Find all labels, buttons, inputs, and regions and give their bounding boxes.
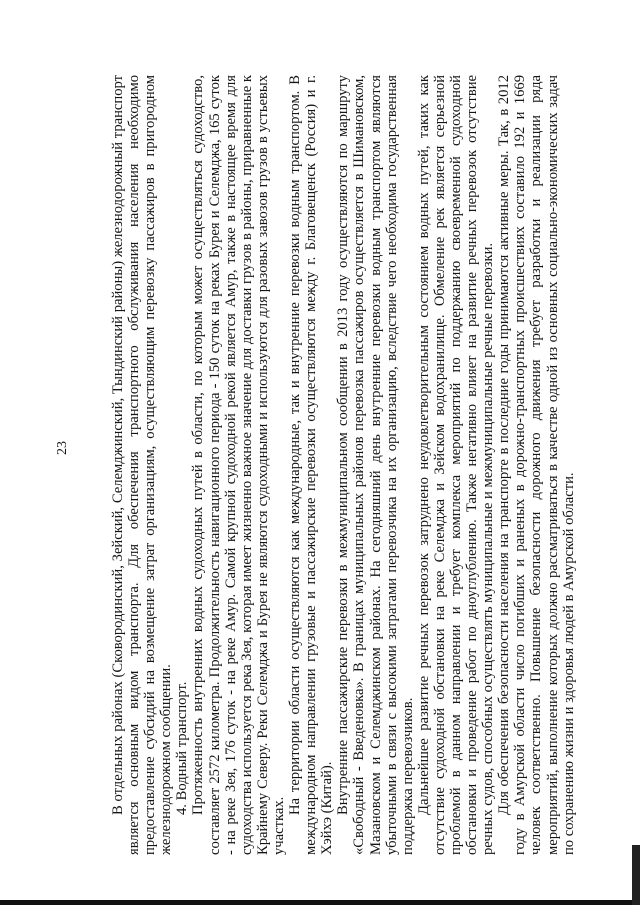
- section-heading-water-transport: 4. Водный транспорт.: [174, 681, 191, 815]
- page-number: 23: [55, 441, 70, 455]
- paragraph-passenger-transport: Внутренние пассажирские перевозки в межмуниципальном сообщении в 2013 году осуществляются по маршруту «Свободный - Введеновка». В границах муниципальных районов перевозка пассажиров осуществляется в Шимановском, Мазановском и Селемджинском районах. На сегодняшний день внутренние перевозки водным транспортом являются убыточными в связи с высокими затратами перевозчика на их организацию, вследствие чего необходима государственная поддержка перевозчиков.: [335, 75, 416, 855]
- paragraph-transport-safety: Для обеспечения безопасности населения на транспорте в последние годы принимаются активные меры. Так, в 2012 году в Амурской области число погибших и раненых в дорожно-транспортных происшествиях составило 192 и 1669 человек соответственно. Повышение безопасности дорожного движения требует разработки и реализации ряда мероприятий, выполнение которых должно рассматриваться в качестве одной из основных социально-экономических задач по сохранению жизни и здоровья людей в Амурской области.: [496, 75, 577, 855]
- rotated-text-block: [110, 75, 577, 855]
- paragraph-international-transport: На территории области осуществляются как международные, так и внутренние перевозки водным транспортом. В международном направлении грузовые и пассажирские перевозки осуществляются между г. Благовещенск (Россия) и г. Хэйхэ (Китай).: [287, 75, 336, 855]
- scan-edge-corner: [632, 845, 640, 905]
- scan-edge-bottom: [0, 900, 640, 905]
- paragraph-rail-transport: В отдельных районах (Сковородинский, Зейский, Селемджинский, Тындинский районы) железнодорожный транспорт является основным видом транспорта. Для обеспечения транспортного обслуживания населения необходимо предоставление субсидий на возмещение затрат организациям, осуществляющим перевозку пассажиров в пригородном железнодорожном сообщении.: [110, 75, 175, 855]
- paragraph-waterways-length: Протяженность внутренних водных судоходных путей в области, по которым может осуществляться судоходство, составляет 2572 километра. Продолжительность навигационного периода - 150 суток на реках Бурея и Селемджа, 165 суток - на реке Зея, 176 суток - на реке Амур. Самой крупной судоходной рекой является Амур, также в настоящее время для судоходства используется река Зея, которая имеет жизненно важное значение для доставки грузов в районы, приравненные к Крайнему Северу. Реки Селемджа и Бурея не являются судоходными и используются для разовых завозов грузов в устьевых участках.: [190, 75, 287, 855]
- paragraph-river-development: Дальнейшее развитие речных перевозок затруднено неудовлетворительным состоянием водных путей, таких как отсутствие судоходной обстановки на реке Селемджа и Зейском водохранилище. Обмеление рек является серьезной проблемой в данном направлении и требует комплекса мероприятий по поддержанию своевременной судоходной обстановки и проведение работ по дноуглублению. Также негативно влияет на развитие речных перевозок отсутствие речных судов, способных осуществлять муниципальные и межмуниципальные речные перевозки.: [415, 75, 497, 855]
